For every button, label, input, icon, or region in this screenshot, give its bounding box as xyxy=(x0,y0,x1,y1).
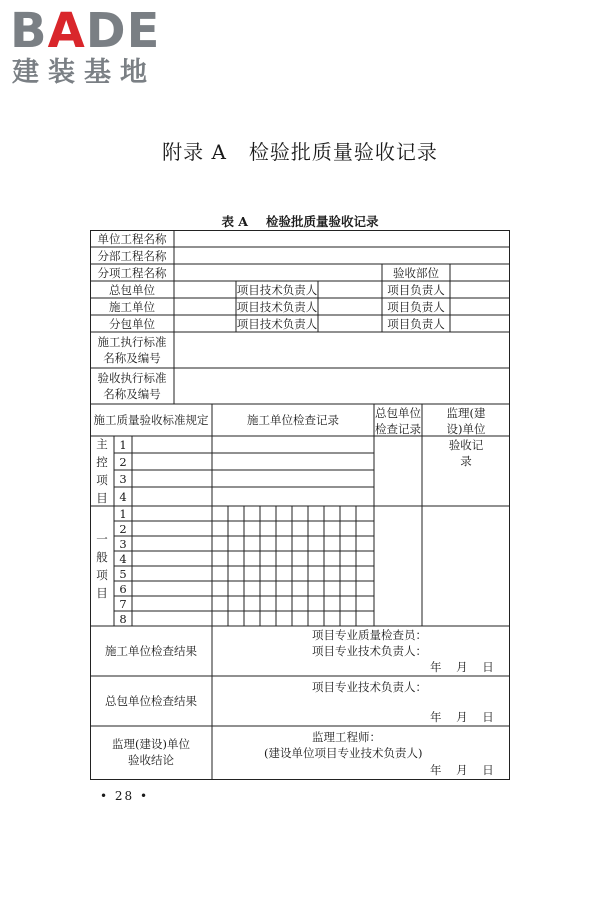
label-subcontractor: 分包单位 xyxy=(109,317,155,331)
label-gc-result: 总包单位检查结果 xyxy=(105,694,197,708)
quality-inspector-sign: 项目专业质量检查员： xyxy=(312,628,427,642)
label-exec-standard: 施工执行标准 名称及编号 xyxy=(97,335,167,365)
label-construction-unit: 施工单位 xyxy=(109,300,155,314)
label-construction-result: 施工单位检查结果 xyxy=(105,644,197,658)
logo xyxy=(10,3,180,96)
general-item-number: 6 xyxy=(119,582,127,596)
header-supervision: 监理(建设)单位 验收记录 xyxy=(446,406,486,468)
label-unit-project-name: 单位工程名称 xyxy=(97,232,167,246)
general-items-label: 一 般 项 目 xyxy=(96,532,108,600)
general-item-number: 8 xyxy=(119,612,127,626)
label-sc-project-lead: 项目负责人 xyxy=(387,317,445,331)
inspection-lot-form xyxy=(90,230,510,780)
label-division-project-name: 分部工程名称 xyxy=(97,249,167,263)
appendix-label: 附录 A xyxy=(162,140,227,164)
label-cu-project-lead: 项目负责人 xyxy=(387,300,445,314)
table-caption-title: 检验批质量验收记录 xyxy=(266,214,379,229)
header-gc-record: 总包单位 检查记录 xyxy=(375,406,421,436)
logo-subtitle: 建装基地 xyxy=(12,57,156,88)
general-item-number: 1 xyxy=(119,507,127,521)
main-items-label: 主 控 项 目 xyxy=(96,437,108,505)
label-supervision-conclusion: 监理(建设)单位 验收结论 xyxy=(112,737,190,767)
client-tech-lead-sign: (建设单位项目专业技术负责人) xyxy=(264,746,423,760)
gc-tech-lead-sign: 项目专业技术负责人： xyxy=(312,680,427,694)
page-number: • 28 • xyxy=(100,789,150,803)
label-gc-tech-lead: 项目技术负责人 xyxy=(236,283,318,297)
general-item-number: 5 xyxy=(119,567,127,581)
label-general-contractor: 总包单位 xyxy=(109,283,155,297)
header-spec: 施工质量验收标准规定 xyxy=(93,413,209,427)
label-cu-tech-lead: 项目技术负责人 xyxy=(236,300,318,314)
table-caption xyxy=(0,212,600,230)
appendix-title xyxy=(0,136,600,165)
appendix-name: 检验批质量验收记录 xyxy=(248,140,438,164)
date-gc: 年 月 日 xyxy=(430,710,494,724)
header-record: 施工单位检查记录 xyxy=(247,413,339,427)
label-acceptance-standard: 验收执行标准 名称及编号 xyxy=(97,371,167,401)
main-item-number: 1 xyxy=(119,438,127,452)
date-supervision: 年 月 日 xyxy=(430,763,494,777)
main-item-number: 4 xyxy=(119,490,127,504)
label-sc-tech-lead: 项目技术负责人 xyxy=(236,317,318,331)
general-item-number: 3 xyxy=(119,537,127,551)
label-gc-project-lead: 项目负责人 xyxy=(387,283,445,297)
main-item-number: 3 xyxy=(119,472,127,486)
label-subitem-project-name: 分项工程名称 xyxy=(97,266,167,280)
date-construction: 年 月 日 xyxy=(430,660,494,674)
main-item-number: 2 xyxy=(119,455,127,469)
supervising-engineer-sign: 监理工程师： xyxy=(312,730,381,744)
table-caption-label: 表 A xyxy=(221,214,249,229)
label-acceptance-part: 验收部位 xyxy=(393,266,439,280)
general-item-number: 4 xyxy=(119,552,127,566)
tech-lead-sign: 项目专业技术负责人： xyxy=(312,644,427,658)
logo-wordmark: BADE xyxy=(10,3,161,59)
general-item-number: 7 xyxy=(119,597,127,611)
general-item-number: 2 xyxy=(119,522,127,536)
